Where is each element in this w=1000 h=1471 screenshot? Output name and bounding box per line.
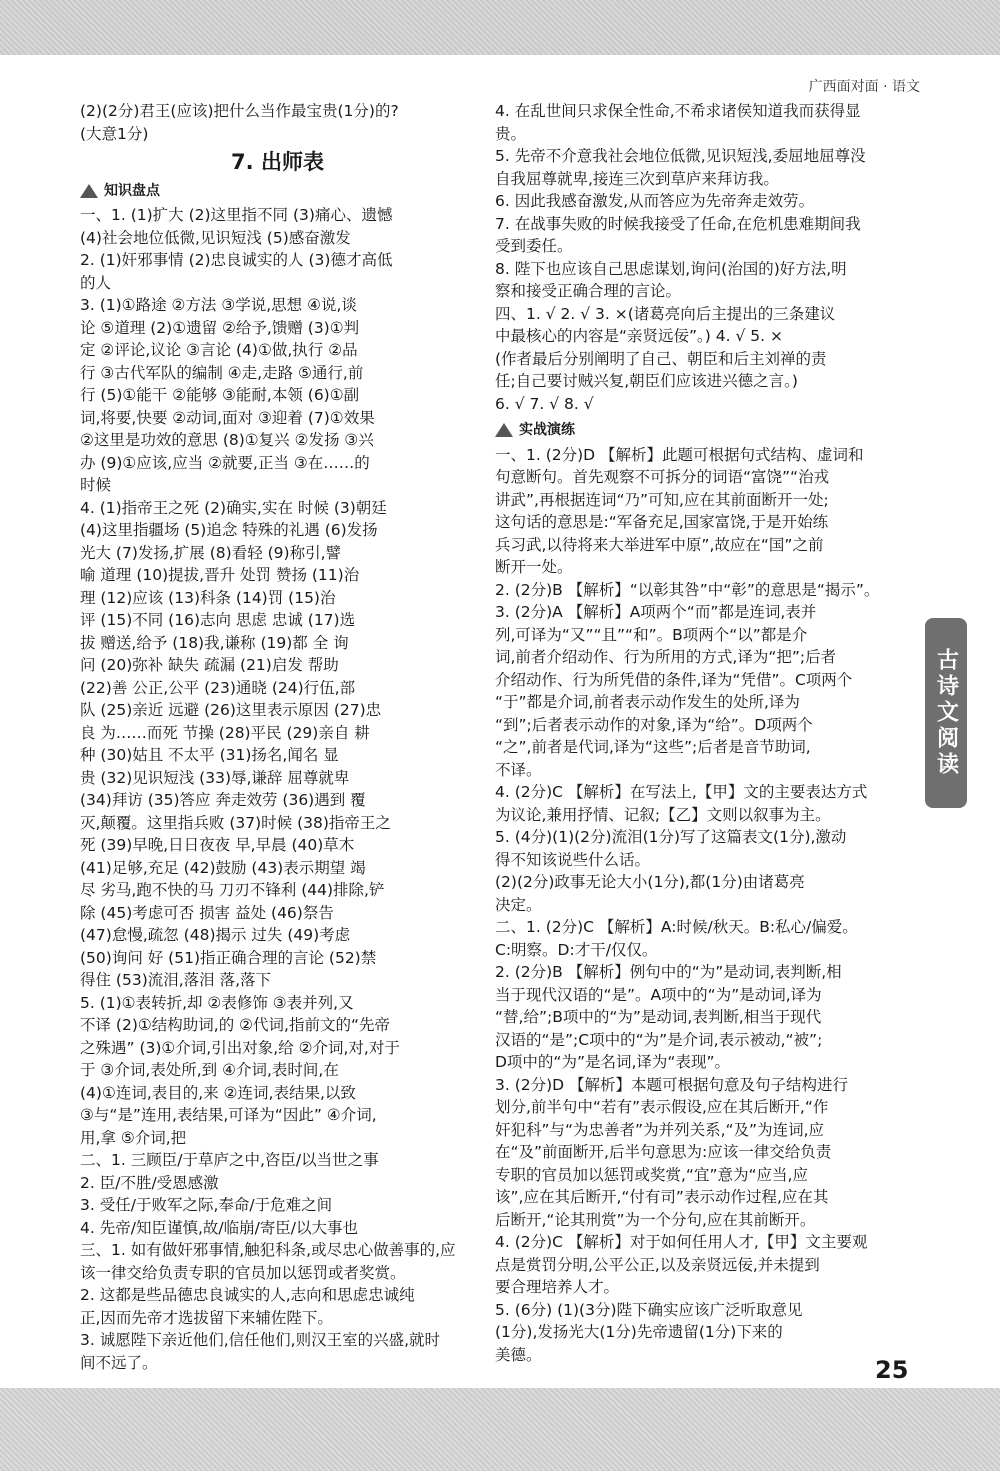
- text-line: 美德。: [495, 1345, 542, 1364]
- text-line: (41)足够,充足 (42)鼓励 (43)表示期望 竭: [80, 858, 366, 877]
- text-line: 这句话的意思是:“军备充足,国家富饶,于是开始练: [495, 513, 829, 531]
- practice-content: [495, 444, 915, 1367]
- text-line: 专职的官员加以惩罚或奖赏,“宜”意为“应当,应: [495, 1165, 808, 1184]
- text-line: 除 (45)考虑可否 损害 益处 (46)祭告: [80, 903, 334, 922]
- text-line: 2. 这都是些品德忠良诚实的人,志向和思虑忠诚纯: [80, 1286, 415, 1304]
- text-line: 词,将要,快要 ②动词,面对 ③迎着 (7)①效果: [80, 408, 375, 427]
- text-line: 自我屈尊就卑,接连三次到草庐来拜访我。: [495, 169, 779, 188]
- text-line: 3. (1)①路途 ②方法 ③学说,思想 ④说,谈: [80, 296, 357, 314]
- text-line: 后断开,“论其刑赏”为一个分句,应在其前断开。: [495, 1210, 816, 1229]
- text-line: (大意1分): [80, 124, 149, 143]
- text-line: 于 ③介词,表处所,到 ④介词,表时间,在: [80, 1061, 339, 1079]
- text-line: 该”,应在其后断开,“付有司”表示动作过程,应在其: [495, 1188, 829, 1206]
- text-line: “于”都是介词,前者表示动作发生的处所,译为: [495, 693, 800, 711]
- text-line: 5. (1)①表转折,却 ②表修饰 ③表并列,又: [80, 993, 354, 1012]
- knowledge-content: [80, 204, 475, 1374]
- text-line: 3. (2分)D 【解析】本题可根据句意及句子结构进行: [495, 1075, 849, 1094]
- text-line: (50)询问 好 (51)指正确合理的言论 (52)禁: [80, 948, 377, 967]
- text-line: 定 ②评论,议论 ③言论 (4)①做,执行 ②品: [80, 341, 358, 359]
- header-subject: 广西面对面 · 语文: [808, 79, 920, 95]
- text-line: 在“及”前面断开,后半句意思为:应该一律交给负责: [495, 1143, 832, 1161]
- text-line: 列,可译为“又”“且”“和”。B项两个“以”都是介: [495, 625, 808, 644]
- text-line: C:明察。D:才干/仅仅。: [495, 940, 658, 959]
- text-line: 二、1. 三顾臣/于草庐之中,咨臣/以当世之事: [80, 1151, 379, 1169]
- text-line: 种 (30)姑且 不太平 (31)扬名,闻名 显: [80, 746, 339, 764]
- text-line: 尽 劣马,跑不快的马 刀刃不锋利 (44)排除,铲: [80, 881, 385, 899]
- text-line: (34)拜访 (35)答应 奔走效劳 (36)遇到 覆: [80, 791, 366, 809]
- text-line: 讲武”,再根据连词“乃”可知,应在其前面断开一处;: [495, 490, 829, 509]
- right-column: [495, 100, 915, 1366]
- text-line: 的人: [80, 273, 112, 292]
- text-line: 死 (39)早晚,日日夜夜 早,早晨 (40)草木: [80, 836, 355, 854]
- text-line: 2. (2分)B 【解析】例句中的“为”是动词,表判断,相: [495, 963, 842, 981]
- text-line: (4)这里指疆场 (5)追念 特殊的礼遇 (6)发扬: [80, 521, 378, 539]
- practice-label: 实战演练: [519, 422, 575, 438]
- text-line: 当于现代汉语的“是”。A项中的“为”是动词,译为: [495, 985, 822, 1004]
- text-line: 5. 先帝不介意我社会地位低微,见识短浅,委屈地屈尊没: [495, 147, 866, 165]
- answers-continued: [495, 100, 915, 415]
- text-line: 评 (15)不同 (16)志向 思虑 忠诚 (17)选: [80, 611, 356, 629]
- text-line: (2)(2分)政事无论大小(1分),都(1分)由诸葛亮: [495, 873, 805, 891]
- text-line: 一、1. (2分)D 【解析】此题可根据句式结构、虚词和: [495, 445, 864, 464]
- text-line: 行 ③古代军队的编制 ④走,走路 ⑤通行,前: [80, 363, 364, 382]
- text-line: 四、1. √ 2. √ 3. ×(诸葛亮向后主提出的三条建议: [495, 304, 836, 323]
- text-line: 灭,颠覆。这里指兵败 (37)时候 (38)指帝王之: [80, 813, 391, 832]
- text-line: 光大 (7)发扬,扩展 (8)看轻 (9)称引,譬: [80, 543, 342, 562]
- text-line: (作者最后分别阐明了自己、朝臣和后主刘禅的责: [495, 349, 827, 368]
- triangle-icon: [495, 423, 513, 437]
- text-line: 队 (25)亲近 远避 (26)这里表示原因 (27)忠: [80, 701, 382, 719]
- knowledge-heading: [80, 180, 475, 203]
- text-line: 2. (1)奸邪事情 (2)忠良诚实的人 (3)德才高低: [80, 251, 393, 269]
- text-line: 行 (5)①能干 ②能够 ③能耐,本领 (6)①副: [80, 386, 360, 404]
- text-line: 察和接受正确合理的言论。: [495, 282, 682, 300]
- text-line: 之殊遇” (3)①介词,引出对象,给 ②介词,对,对于: [80, 1038, 400, 1057]
- text-line: (1分),发扬光大(1分)先帝遗留(1分)下来的: [495, 1323, 783, 1341]
- text-line: “替,给”;B项中的“为”是动词,表判断,相当于现代: [495, 1008, 822, 1026]
- text-line: 奸犯科”与“为忠善者”为并列关系,“及”为连词,应: [495, 1120, 825, 1139]
- text-line: 要合理培养人才。: [495, 1278, 620, 1296]
- text-line: 良 为……而死 节操 (28)平民 (29)亲自 耕: [80, 723, 370, 742]
- text-line: 兵习武,以待将来大举进军中原”,故应在“国”之前: [495, 535, 824, 554]
- page-number: 25: [875, 1356, 909, 1384]
- left-column: [80, 100, 475, 1374]
- text-line: 一、1. (1)扩大 (2)这里指不同 (3)痛心、遗憾: [80, 206, 393, 224]
- text-line: 决定。: [495, 895, 542, 914]
- text-line: (4)社会地位低微,见识短浅 (5)感奋激发: [80, 228, 351, 247]
- text-line: 论 ⑤道理 (2)①遗留 ②给予,馈赠 (3)①判: [80, 318, 360, 337]
- text-line: “到”;后者表示动作的对象,译为“给”。D项两个: [495, 715, 813, 734]
- text-line: 受到委任。: [495, 237, 573, 255]
- text-line: 用,拿 ⑤介词,把: [80, 1128, 187, 1147]
- text-line: 2. (2分)B 【解析】“以彰其咎”中“彰”的意思是“揭示”。: [495, 580, 880, 599]
- text-line: 拔 赠送,给予 (18)我,谦称 (19)都 全 询: [80, 633, 349, 652]
- text-line: 8. 陛下也应该自己思虑谋划,询问(治国的)好方法,明: [495, 259, 847, 278]
- section-title: 7. 出师表: [231, 150, 324, 174]
- text-line: 划分,前半句中“若有”表示假设,应在其后断开,“作: [495, 1098, 829, 1116]
- text-line: 贵。: [495, 124, 527, 143]
- text-line: 中最核心的内容是“亲贤远佞”。) 4. √ 5. ×: [495, 327, 784, 345]
- text-line: 得不知该说些什么话。: [495, 850, 651, 869]
- text-line: 4. (1)指帝王之死 (2)确实,实在 时候 (3)朝廷: [80, 498, 387, 517]
- text-line: 7. 在战事失败的时候我接受了任命,在危机患难期间我: [495, 214, 861, 233]
- text-line: 4. 在乱世间只求保全性命,不希求诸侯知道我而获得显: [495, 102, 861, 120]
- text-line: 词,前者介绍动作、行为所用的方式,译为“把”;后者: [495, 648, 837, 666]
- text-line: 问 (20)弥补 缺失 疏漏 (21)启发 帮助: [80, 656, 339, 674]
- top-band: [0, 0, 1000, 55]
- text-line: 正,因而先帝才选拔留下来辅佐陛下。: [80, 1308, 333, 1327]
- text-line: (2)(2分)君王(应该)把什么当作最宝贵(1分)的?: [80, 102, 399, 120]
- text-line: 不译 (2)①结构助词,的 ②代词,指前文的“先帝: [80, 1016, 390, 1034]
- text-line: 4. (2分)C 【解析】在写法上,【甲】文的主要表达方式: [495, 783, 868, 801]
- text-line: 三、1. 如有做奸邪事情,触犯科条,或尽忠心做善事的,应: [80, 1241, 456, 1259]
- knowledge-label: 知识盘点: [104, 182, 160, 199]
- text-line: 5. (4分)(1)(2分)流泪(1分)写了这篇表文(1分),激动: [495, 828, 847, 846]
- text-line: 断开一处。: [495, 558, 573, 576]
- text-line: 点是赏罚分明,公平公正,以及亲贤远佞,并未提到: [495, 1255, 820, 1274]
- text-line: 办 (9)①应该,应当 ②就要,正当 ③在……的: [80, 453, 370, 472]
- text-line: 间不远了。: [80, 1353, 158, 1372]
- intro-text: [80, 100, 475, 145]
- text-line: ②这里是功效的意思 (8)①复兴 ②发扬 ③兴: [80, 431, 374, 449]
- text-line: ③与“是”连用,表结果,可译为“因此” ④介词,: [80, 1106, 377, 1124]
- text-line: 句意断句。首先观察不可拆分的词语“富饶”“治戎: [495, 468, 830, 486]
- text-line: 不译。: [495, 760, 542, 779]
- practice-heading: [495, 419, 915, 442]
- text-line: (4)①连词,表目的,来 ②连词,表结果,以致: [80, 1083, 356, 1102]
- text-line: (47)怠慢,疏忽 (48)揭示 过失 (49)考虑: [80, 926, 351, 944]
- text-line: 6. √ 7. √ 8. √: [495, 394, 594, 413]
- text-line: “之”,前者是代词,译为“这些”;后者是音节助词,: [495, 738, 811, 756]
- text-line: 贵 (32)见识短浅 (33)辱,谦辞 屈尊就卑: [80, 768, 350, 787]
- text-line: 5. (6分) (1)(3分)陛下确实应该广泛听取意见: [495, 1300, 803, 1319]
- text-line: 介绍动作、行为所凭借的条件,译为“凭借”。C项两个: [495, 670, 853, 689]
- text-line: D项中的“为”是名词,译为“表现”。: [495, 1053, 730, 1071]
- text-line: 3. 诚愿陛下亲近他们,信任他们,则汉王室的兴盛,就时: [80, 1331, 440, 1349]
- text-line: 二、1. (2分)C 【解析】A:时候/秋天。B:私心/偏爱。: [495, 918, 858, 936]
- text-line: 3. 受任/于败军之际,奉命/于危难之间: [80, 1196, 333, 1214]
- text-line: 理 (12)应该 (13)科条 (14)罚 (15)治: [80, 588, 336, 607]
- side-tab: 古诗文阅读: [925, 618, 967, 808]
- text-line: 为议论,兼用抒情、记叙;【乙】文则以叙事为主。: [495, 805, 831, 824]
- text-line: 4. 先帝/知臣谨慎,故/临崩/寄臣/以大事也: [80, 1218, 359, 1237]
- text-line: 汉语的“是”;C项中的“为”是介词,表示被动,“被”;: [495, 1030, 823, 1049]
- text-line: (22)善 公正,公平 (23)通晓 (24)行伍,部: [80, 678, 356, 697]
- text-line: 3. (2分)A 【解析】A项两个“而”都是连词,表并: [495, 603, 817, 621]
- text-line: 任;自己要讨贼兴复,朝臣们应该进兴德之言。): [495, 372, 798, 390]
- text-line: 4. (2分)C 【解析】对于如何任用人才,【甲】文主要观: [495, 1233, 868, 1251]
- text-line: 喻 道理 (10)提拔,晋升 处罚 赞扬 (11)治: [80, 566, 360, 584]
- text-line: 该一律交给负责专职的官员加以惩罚或者奖赏。: [80, 1263, 406, 1282]
- text-line: 6. 因此我感奋激发,从而答应为先帝奔走效劳。: [495, 192, 815, 210]
- triangle-icon: [80, 184, 98, 198]
- text-line: 时候: [80, 476, 112, 494]
- bottom-band: [0, 1388, 1000, 1471]
- text-line: 得住 (53)流泪,落泪 落,落下: [80, 971, 272, 989]
- text-line: 2. 臣/不胜/受恩感激: [80, 1173, 219, 1192]
